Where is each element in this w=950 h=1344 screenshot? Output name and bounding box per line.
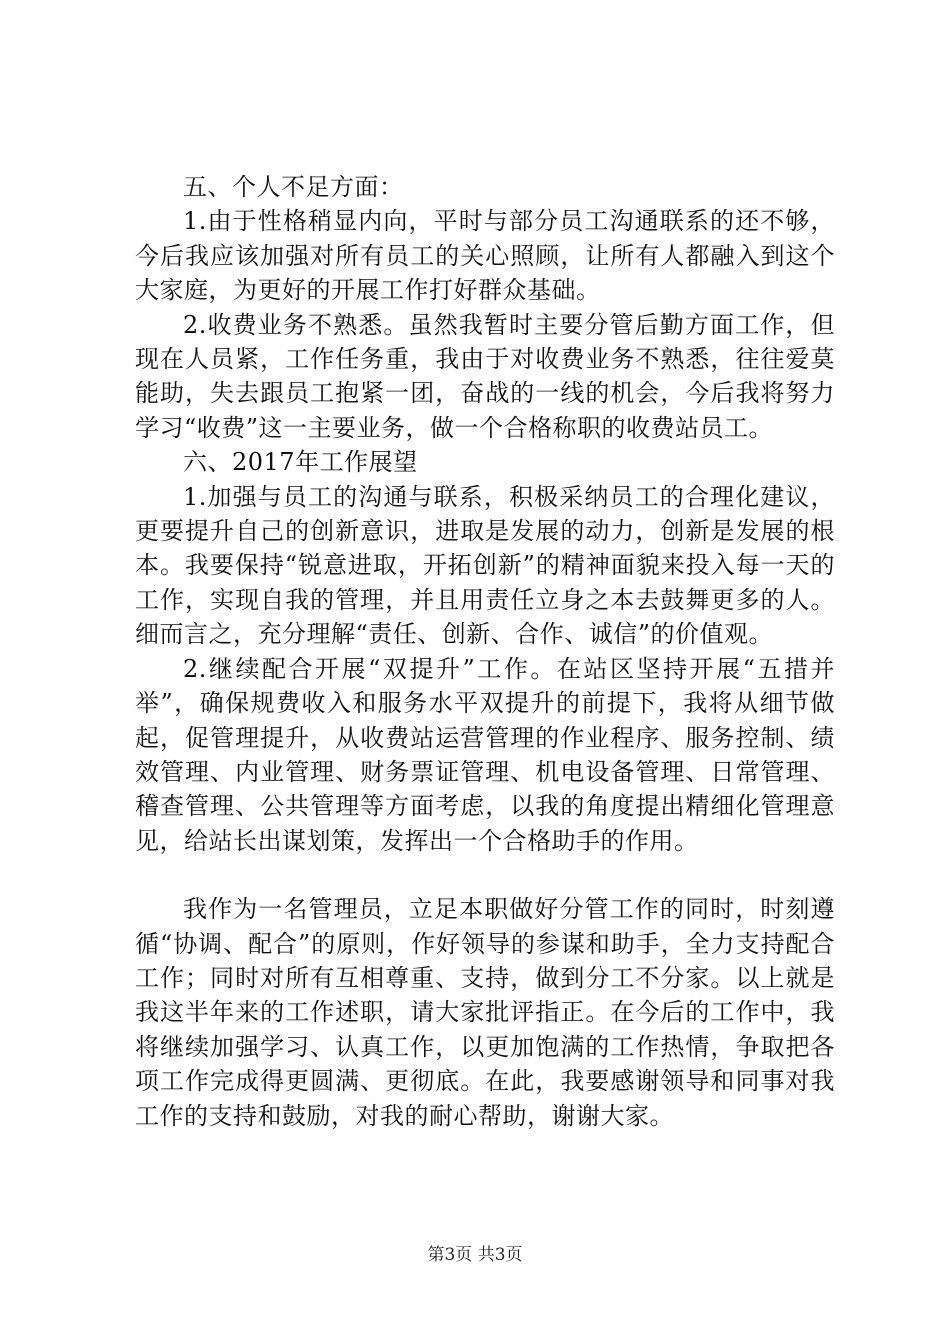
paragraph-outlook-1: 1.加强与员工的沟通与联系，积极采纳员工的合理化建议，更要提升自己的创新意识，进取是发展的动力，创新是发展的根本。我要保持“锐意进取，开拓创新”的精神面貌来投入每一天的工作，实现自我的管理，并且用责任立身之本去鼓舞更多的人。细而言之，充分理解“责任、创新、合作、诚信”的价值观。 — [135, 482, 835, 649]
paragraph-closing: 我作为一名管理员，立足本职做好分管工作的同时，时刻遵循“协调、配合”的原则，作好领导的参谋和助手，全力支持配合工作；同时对所有互相尊重、支持，做到分工不分家。以上就是我这半年来的工作述职，请大家批评指正。在今后的工作中，我将继续加强学习、认真工作，以更加饱满的工作热情，争取把各项工作完成得更圆满、更彻底。在此，我要感谢领导和同事对我工作的支持和鼓励，对我的耐心帮助，谢谢大家。 — [135, 895, 835, 1130]
paragraph-shortcoming-2: 2.收费业务不熟悉。虽然我暂时主要分管后勤方面工作，但现在人员紧，工作任务重，我由于对收费业务不熟悉，往往爱莫能助，失去跟员工抱紧一团，奋战的一线的机会，今后我将努力学习“收费”这一主要业务，做一个合格称职的收费站员工。 — [135, 310, 835, 442]
paragraph-shortcoming-1: 1.由于性格稍显内向，平时与部分员工沟通联系的还不够，今后我应该加强对所有员工的关心照顾，让所有人都融入到这个大家庭，为更好的开展工作打好群众基础。 — [135, 207, 835, 305]
document-body — [135, 170, 835, 1133]
paragraph-outlook-2: 2.继续配合开展“双提升”工作。在站区坚持开展“五措并举”，确保规费收入和服务水平双提升的前提下，我将从细节做起，促管理提升，从收费站运营管理的作业程序、服务控制、绩效管理、内业管理、财务票证管理、机电设备管理、日常管理、稽查管理、公共管理等方面考虑，以我的角度提出精细化管理意见，给站长出谋划策，发挥出一个合格助手的作用。 — [135, 654, 835, 855]
page-number-footer: 第3页 共3页 — [427, 1245, 523, 1265]
section-heading-shortcomings: 五、个人不足方面： — [183, 173, 404, 201]
section-heading-outlook: 六、2017年工作展望 — [183, 448, 418, 477]
